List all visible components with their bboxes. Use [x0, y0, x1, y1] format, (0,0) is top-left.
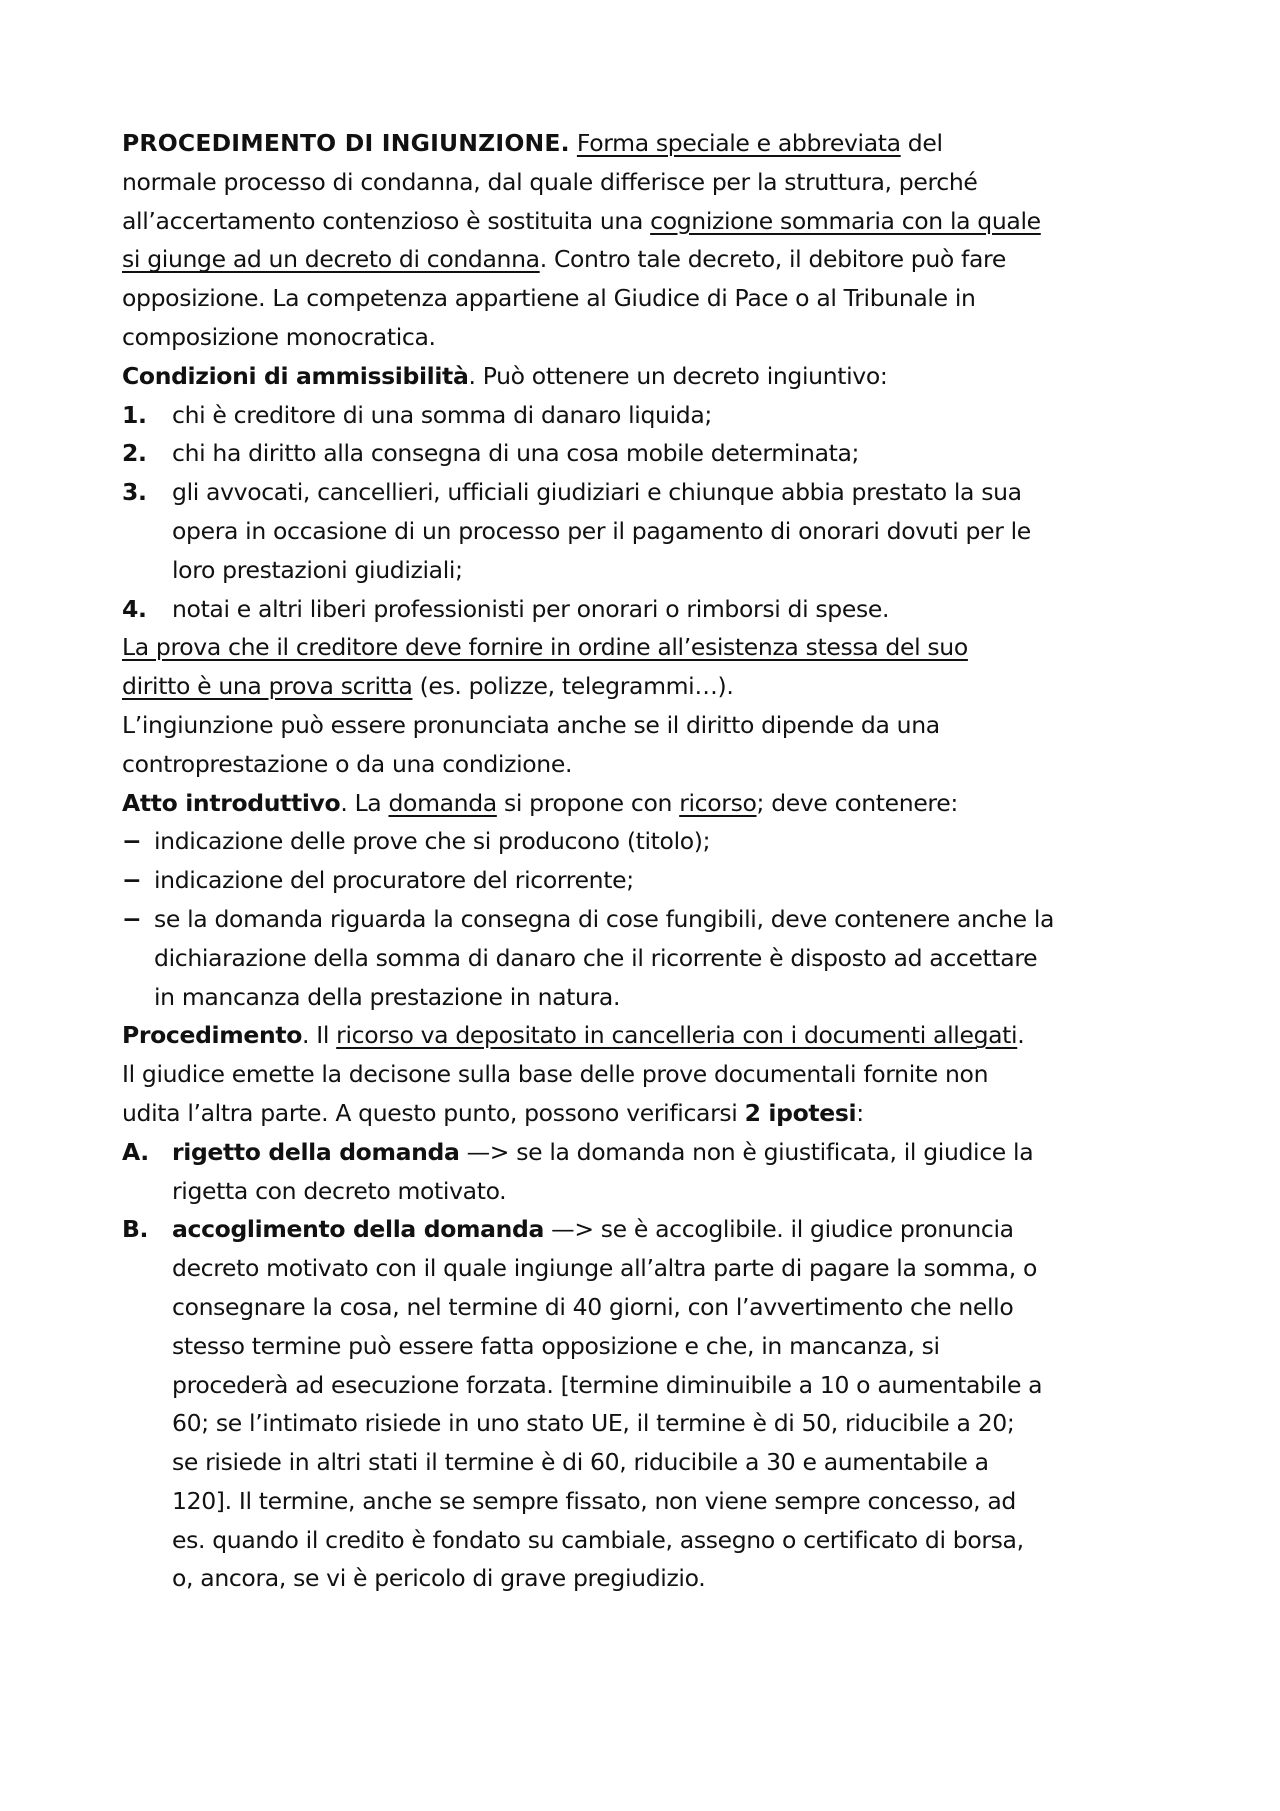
procedimento-text: udita l’altra parte. A questo punto, possono verificarsi: [122, 1098, 745, 1127]
procedimento-list-item: [122, 1210, 1172, 1598]
atto-list-item: [122, 822, 1172, 861]
procedimento-underlined-text: ricorso va depositato in cancelleria con i documenti allegati: [336, 1021, 1018, 1050]
list-item-text: 60; se l’intimato risiede in uno stato UE, il termine è di 50, riducibile a 20;: [172, 1409, 1015, 1438]
conditions-heading-line: [122, 357, 1172, 396]
conditions-list-item: [122, 396, 1172, 435]
list-item-text: consegnare la cosa, nel termine di 40 giorni, con l’avvertimento che nello: [172, 1292, 1014, 1321]
atto-text: . La: [340, 788, 389, 817]
list-item-text: indicazione del procuratore del ricorrente;: [154, 866, 634, 895]
list-marker: B.: [122, 1215, 149, 1244]
procedimento-text: :: [856, 1098, 864, 1127]
intro-line-6: composizione monocratica.: [122, 322, 436, 351]
procedimento-text: .: [1017, 1021, 1025, 1050]
atto-list-item: [122, 900, 1172, 1016]
intro-line-3: [122, 202, 1172, 241]
intro-text: . Contro tale decreto, il debitore può fare: [539, 245, 1006, 274]
procedimento-line-3: [122, 1094, 1172, 1133]
atto-text: ; deve contenere:: [756, 788, 958, 817]
list-marker: 4.: [122, 594, 147, 623]
intro-text: del: [900, 129, 943, 157]
list-item-text: chi è creditore di una somma di danaro liquida;: [172, 400, 712, 429]
note-line-1: L’ingiunzione può essere pronunciata anche se il diritto dipende da una: [122, 710, 940, 739]
conditions-list-item: [122, 590, 1172, 629]
list-item-bold: rigetto della domanda: [172, 1137, 460, 1166]
note-line-2: controprestazione o da una condizione.: [122, 749, 573, 778]
atto-heading-line: [122, 784, 1172, 823]
list-item-bold: accoglimento della domanda: [172, 1215, 545, 1244]
list-item-text: se risiede in altri stati il termine è di 60, riducibile a 30 e aumentabile a: [172, 1448, 989, 1477]
list-item-rest: —> se è accoglibile. il giudice pronuncia: [544, 1215, 1014, 1244]
list-item-text: opera in occasione di un processo per il pagamento di onorari dovuti per le: [172, 516, 1031, 545]
list-marker: −: [122, 827, 142, 856]
list-marker: 3.: [122, 478, 147, 507]
procedimento-heading: Procedimento: [122, 1021, 303, 1050]
intro-line-2: normale processo di condanna, dal quale differisce per la struttura, perché: [122, 167, 978, 196]
list-item-text: indicazione delle prove che si producono (titolo);: [154, 827, 711, 856]
atto-underlined-term: ricorso: [679, 788, 757, 817]
conditions-list-item: [122, 473, 1172, 589]
list-item-text: o, ancora, se vi è pericolo di grave pregiudizio.: [172, 1564, 706, 1593]
proof-text: (es. polizze, telegrammi…).: [412, 672, 734, 701]
document-page: [122, 124, 1172, 1598]
procedimento-bold-text: 2 ipotesi: [744, 1098, 857, 1127]
list-marker: 2.: [122, 439, 147, 468]
list-item-text: stesso termine può essere fatta opposizione e che, in mancanza, si: [172, 1331, 940, 1360]
atto-heading: Atto introduttivo: [122, 788, 341, 817]
document-title: PROCEDIMENTO DI INGIUNZIONE.: [122, 129, 570, 157]
list-item-text: es. quando il credito è fondato su cambiale, assegno o certificato di borsa,: [172, 1525, 1024, 1554]
atto-text: si propone con: [496, 788, 680, 817]
list-item-text: [172, 1133, 1172, 1172]
list-item-text: [172, 1210, 1172, 1249]
intro-underlined-text: cognizione sommaria con la quale: [650, 206, 1041, 235]
list-item-text: rigetta con decreto motivato.: [172, 1176, 507, 1205]
list-item-rest: —> se la domanda non è giustificata, il giudice la: [459, 1137, 1034, 1166]
list-item-text: in mancanza della prestazione in natura.: [154, 982, 621, 1011]
list-marker: 1.: [122, 400, 147, 429]
procedimento-text: . Il: [302, 1021, 337, 1050]
list-marker: −: [122, 866, 142, 895]
list-item-text: chi ha diritto alla consegna di una cosa mobile determinata;: [172, 439, 860, 468]
list-item-text: decreto motivato con il quale ingiunge all’altra parte di pagare la somma, o: [172, 1254, 1037, 1283]
proof-line-1: La prova che il creditore deve fornire in ordine all’esistenza stessa del suo: [122, 633, 968, 662]
intro-line-5: opposizione. La competenza appartiene al Giudice di Pace o al Tribunale in: [122, 284, 976, 313]
intro-underlined-definition: Forma speciale e abbreviata: [576, 129, 901, 157]
intro-line-1: [122, 124, 1172, 163]
intro-line-4: [122, 240, 1172, 279]
procedimento-list-item: [122, 1133, 1172, 1211]
intro-underlined-text: si giunge ad un decreto di condanna: [122, 245, 540, 274]
list-item-text: notai e altri liberi professionisti per onorari o rimborsi di spese.: [172, 594, 890, 623]
atto-list-item: [122, 861, 1172, 900]
list-marker: −: [122, 904, 142, 933]
list-item-text: loro prestazioni giudiziali;: [172, 555, 463, 584]
list-item-text: dichiarazione della somma di danaro che il ricorrente è disposto ad accettare: [154, 943, 1038, 972]
list-marker: A.: [122, 1137, 149, 1166]
procedimento-line-2: Il giudice emette la decisone sulla base delle prove documentali fornite non: [122, 1060, 989, 1089]
intro-text: all’accertamento contenzioso è sostituita una: [122, 206, 651, 235]
conditions-heading: Condizioni di ammissibilità: [122, 361, 469, 390]
list-item-text: se la domanda riguarda la consegna di cose fungibili, deve contenere anche la: [154, 904, 1055, 933]
list-item-text: procederà ad esecuzione forzata. [termine diminuibile a 10 o aumentabile a: [172, 1370, 1043, 1399]
procedimento-heading-line: [122, 1016, 1172, 1055]
proof-line-2: [122, 667, 1172, 706]
proof-underlined-text: diritto è una prova scritta: [122, 672, 413, 701]
list-item-text: 120]. Il termine, anche se sempre fissato, non viene sempre concesso, ad: [172, 1486, 1016, 1515]
list-item-text: gli avvocati, cancellieri, ufficiali giudiziari e chiunque abbia prestato la sua: [172, 478, 1022, 507]
atto-underlined-term: domanda: [388, 788, 497, 817]
conditions-intro-text: . Può ottenere un decreto ingiuntivo:: [468, 361, 888, 390]
conditions-list-item: [122, 434, 1172, 473]
